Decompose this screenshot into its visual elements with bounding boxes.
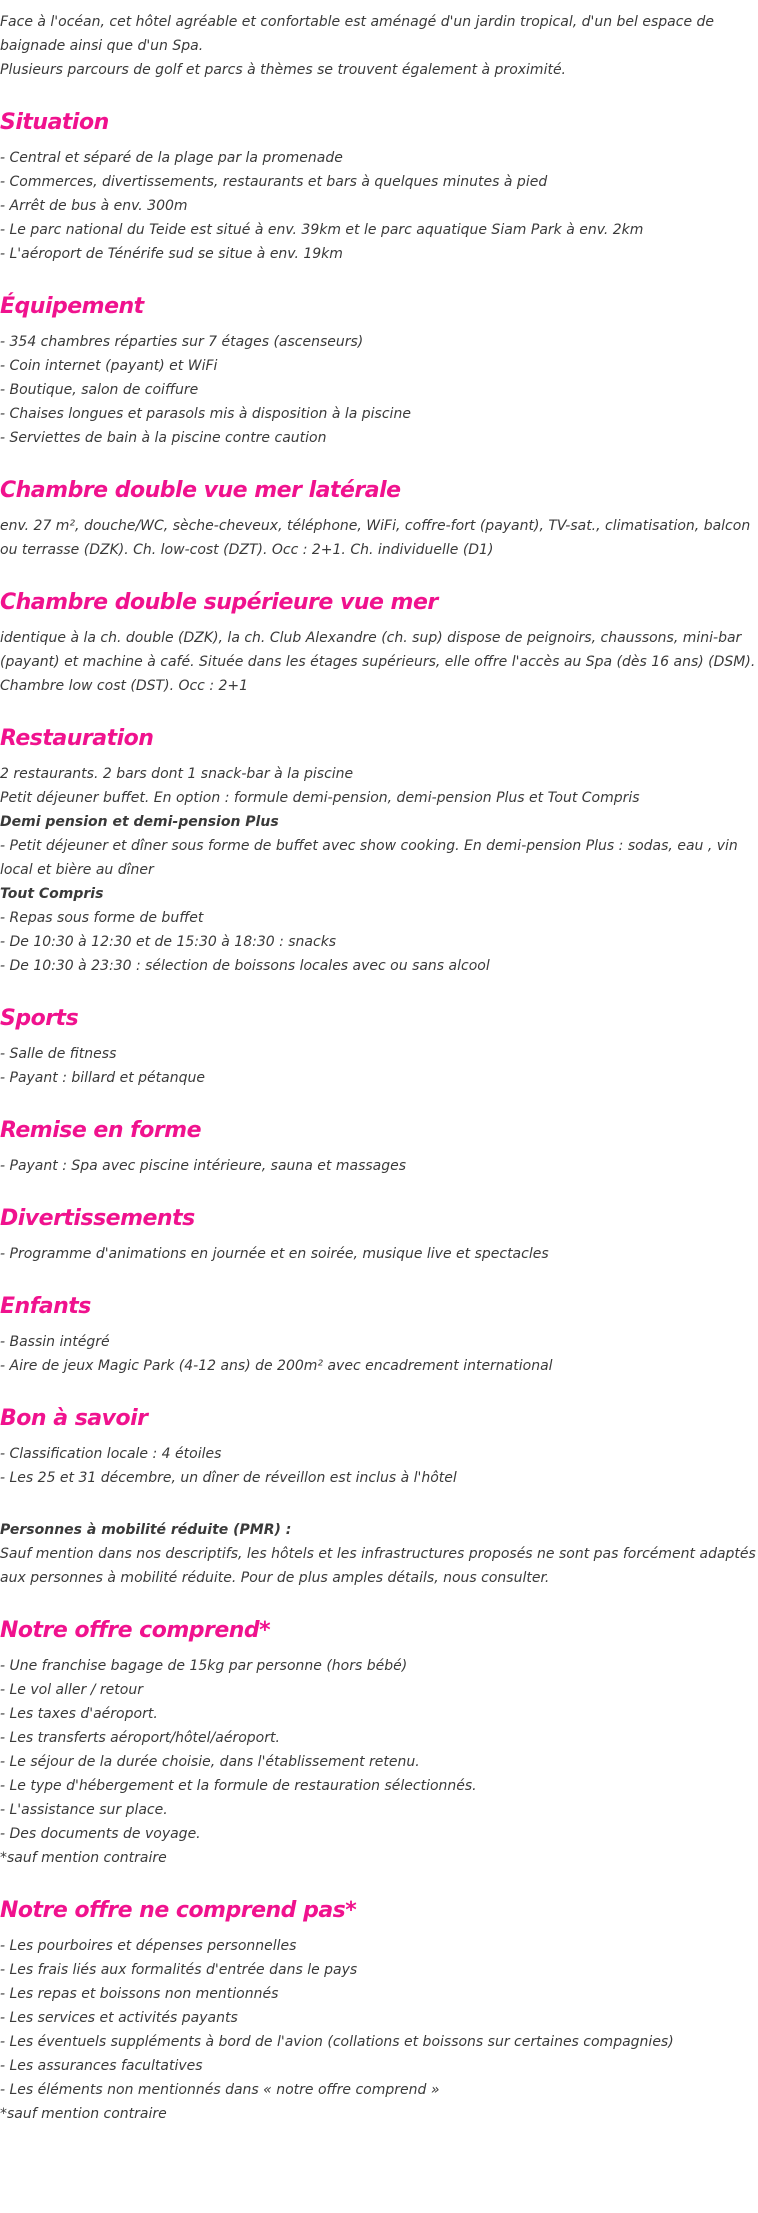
chambre-superieure-text: identique à la ch. double (DZK), la ch. Club Alexandre (ch. sup) dispose de peignoirs, chaussons, mini-bar (payant) et machine à café. Située dans les étages supérieurs, elle offre l'accès au Spa (dès 16 ans) (DSM). Chambre low cost (DST). Occ : 2+1: [0, 630, 756, 694]
list-item: - Une franchise bagage de 15kg par personne (hors bébé): [0, 1658, 408, 1674]
section-title-chambre-double: Chambre double vue mer latérale: [0, 478, 401, 503]
divertissements-list: [0, 1242, 758, 1266]
list-item: - Le vol aller / retour: [0, 1682, 143, 1698]
enfants-list: [0, 1330, 758, 1378]
section-title-enfants: Enfants: [0, 1294, 91, 1319]
list-item: - Commerces, divertissements, restaurants et bars à quelques minutes à pied: [0, 174, 548, 190]
offre-comprend-pas-list: [0, 1934, 758, 2126]
bon-a-savoir-list: [0, 1442, 758, 1490]
hotel-description: [0, 10, 758, 2126]
chambre-double-text: env. 27 m², douche/WC, sèche-cheveux, téléphone, WiFi, coffre-fort (payant), TV-sat., climatisation, balcon ou terrasse (DZK). Ch. low-cost (DZT). Occ : 2+1. Ch. individuelle (D1): [0, 518, 751, 558]
section-title-remise-en-forme: Remise en forme: [0, 1118, 202, 1143]
footnote: *sauf mention contraire: [0, 2106, 167, 2122]
intro-line: Plusieurs parcours de golf et parcs à thèmes se trouvent également à proximité.: [0, 62, 567, 78]
list-item: - Le séjour de la durée choisie, dans l'établissement retenu.: [0, 1754, 420, 1770]
list-item: - Programme d'animations en journée et en soirée, musique live et spectacles: [0, 1246, 549, 1262]
list-item: - Classification locale : 4 étoiles: [0, 1446, 222, 1462]
list-item: - Les éléments non mentionnés dans « notre offre comprend »: [0, 2082, 440, 2098]
sports-list: [0, 1042, 758, 1090]
intro: [0, 10, 758, 82]
offre-comprend-list: [0, 1654, 758, 1870]
list-item: - Le type d'hébergement et la formule de restauration sélectionnés.: [0, 1778, 477, 1794]
list-item: - Les 25 et 31 décembre, un dîner de réveillon est inclus à l'hôtel: [0, 1470, 457, 1486]
pmr-text: Sauf mention dans nos descriptifs, les hôtels et les infrastructures proposés ne sont pas forcément adaptés aux personnes à mobilité réduite. Pour de plus amples détails, nous consulter.: [0, 1546, 756, 1586]
list-item: - Les services et activités payants: [0, 2010, 238, 2026]
list-item: - Les assurances facultatives: [0, 2058, 203, 2074]
list-item: - Bassin intégré: [0, 1334, 110, 1350]
situation-list: [0, 146, 758, 266]
section-title-divertissements: Divertissements: [0, 1206, 195, 1231]
section-title-offre-comprend-pas: Notre offre ne comprend pas*: [0, 1898, 357, 1923]
section-title-offre-comprend: Notre offre comprend*: [0, 1618, 271, 1643]
list-item: - De 10:30 à 23:30 : sélection de boissons locales avec ou sans alcool: [0, 958, 490, 974]
section-title-equipement: Équipement: [0, 294, 144, 319]
section-title-situation: Situation: [0, 110, 109, 135]
list-item: - Serviettes de bain à la piscine contre caution: [0, 430, 327, 446]
list-item: - Chaises longues et parasols mis à disposition à la piscine: [0, 406, 411, 422]
list-item: - L'aéroport de Ténérife sud se situe à env. 19km: [0, 246, 343, 262]
list-item: - Payant : Spa avec piscine intérieure, sauna et massages: [0, 1158, 407, 1174]
pmr-title: Personnes à mobilité réduite (PMR) :: [0, 1522, 292, 1538]
list-item: - Les transferts aéroport/hôtel/aéroport.: [0, 1730, 280, 1746]
list-item: - Les éventuels suppléments à bord de l'avion (collations et boissons sur certaines compagnies): [0, 2034, 674, 2050]
list-item: - Les taxes d'aéroport.: [0, 1706, 158, 1722]
list-item: - Les repas et boissons non mentionnés: [0, 1986, 279, 2002]
list-item: - Payant : billard et pétanque: [0, 1070, 205, 1086]
remise-list: [0, 1154, 758, 1178]
section-title-restauration: Restauration: [0, 726, 154, 751]
restauration-content: [0, 762, 758, 978]
list-item: - 354 chambres réparties sur 7 étages (ascenseurs): [0, 334, 364, 350]
spacer: [0, 1490, 758, 1518]
list-item: - Arrêt de bus à env. 300m: [0, 198, 188, 214]
restauration-subtitle: Tout Compris: [0, 886, 104, 902]
list-item: - Boutique, salon de coiffure: [0, 382, 199, 398]
section-title-sports: Sports: [0, 1006, 79, 1031]
list-item: - Repas sous forme de buffet: [0, 910, 204, 926]
restauration-line: 2 restaurants. 2 bars dont 1 snack-bar à la piscine: [0, 766, 354, 782]
restauration-line: - Petit déjeuner et dîner sous forme de buffet avec show cooking. En demi-pension Plus : sodas, eau , vin local et bière au dîner: [0, 838, 738, 878]
list-item: - Coin internet (payant) et WiFi: [0, 358, 218, 374]
list-item: - Des documents de voyage.: [0, 1826, 201, 1842]
list-item: - Aire de jeux Magic Park (4-12 ans) de 200m² avec encadrement international: [0, 1358, 553, 1374]
list-item: - Les frais liés aux formalités d'entrée dans le pays: [0, 1962, 358, 1978]
list-item: - Les pourboires et dépenses personnelles: [0, 1938, 297, 1954]
equipement-list: [0, 330, 758, 450]
list-item: - De 10:30 à 12:30 et de 15:30 à 18:30 : snacks: [0, 934, 337, 950]
section-title-bon-a-savoir: Bon à savoir: [0, 1406, 148, 1431]
list-item: - Salle de fitness: [0, 1046, 117, 1062]
section-title-chambre-superieure: Chambre double supérieure vue mer: [0, 590, 438, 615]
list-item: - Le parc national du Teide est situé à env. 39km et le parc aquatique Siam Park à env. 2km: [0, 222, 644, 238]
footnote: *sauf mention contraire: [0, 1850, 167, 1866]
list-item: - Central et séparé de la plage par la promenade: [0, 150, 343, 166]
intro-line: Face à l'océan, cet hôtel agréable et confortable est aménagé d'un jardin tropical, d'un bel espace de baignade ainsi que d'un Spa.: [0, 14, 715, 54]
restauration-line: Petit déjeuner buffet. En option : formule demi-pension, demi-pension Plus et Tout Compris: [0, 790, 640, 806]
restauration-subtitle: Demi pension et demi-pension Plus: [0, 814, 279, 830]
list-item: - L'assistance sur place.: [0, 1802, 168, 1818]
